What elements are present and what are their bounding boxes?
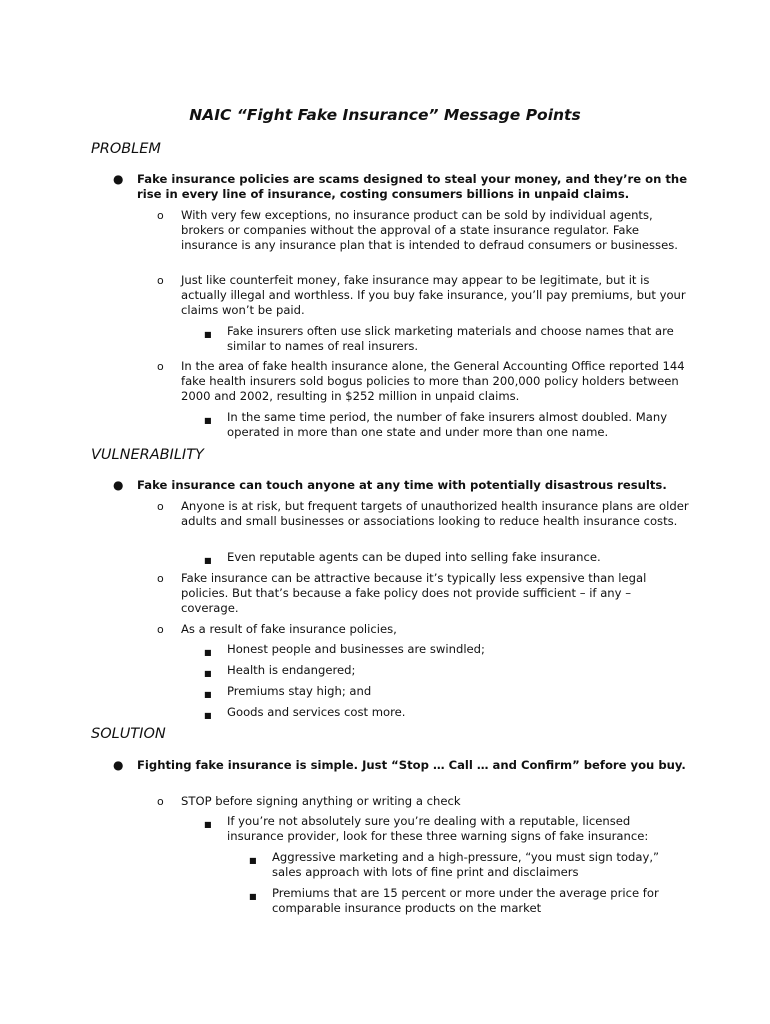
square-bullet-icon: ■	[204, 711, 212, 720]
list-item-text: With very few exceptions, no insurance product can be sold by individual agents, brokers or companies without the approval of a state insurance regulator. Fake insurance is any insurance plan that is intended to defraud consumers or businesses.	[181, 208, 678, 252]
list-item	[204, 642, 677, 657]
list-item	[204, 814, 677, 844]
square-bullet-icon: ■	[204, 416, 212, 425]
circle-bullet-icon: o	[157, 572, 164, 585]
list-item-text: Fighting fake insurance is simple. Just “Stop … Call … and Confirm” before you buy.	[137, 758, 686, 772]
bullet-icon: ●	[113, 478, 124, 492]
list-item-text: Fake insurers often use slick marketing materials and choose names that are similar to names of real insurers.	[227, 324, 674, 353]
list-item-text: Fake insurance policies are scams designed to steal your money, and they’re on the rise in every line of insurance, costing consumers billions in unpaid claims.	[137, 172, 688, 201]
list-item	[204, 684, 677, 699]
circle-bullet-icon: o	[157, 360, 164, 373]
circle-bullet-icon: o	[157, 795, 164, 808]
list-item-text: Anyone is at risk, but frequent targets of unauthorized health insurance plans are older adults and small businesses or associations looking to reduce health insurance costs.	[181, 499, 689, 528]
list-item-text: Goods and services cost more.	[227, 705, 406, 719]
circle-bullet-icon: o	[157, 500, 164, 513]
circle-bullet-icon: o	[157, 623, 164, 636]
bullet-icon: ●	[113, 758, 124, 772]
list-item-text: Fake insurance can be attractive because it’s typically less expensive than legal policies. But that’s because a fake policy does not provide sufficient – if any – coverage.	[181, 571, 647, 615]
square-bullet-icon: ■	[204, 690, 212, 699]
list-item-text: Honest people and businesses are swindled;	[227, 642, 485, 656]
list-item	[157, 208, 691, 253]
list-item	[113, 758, 692, 773]
list-item	[204, 410, 677, 440]
list-item-text: Fake insurance can touch anyone at any time with potentially disastrous results.	[137, 478, 667, 492]
list-item-text: Health is endangered;	[227, 663, 356, 677]
list-item	[113, 478, 692, 493]
list-item	[204, 663, 677, 678]
list-item	[157, 499, 691, 529]
list-item	[157, 622, 691, 637]
square-bullet-icon: ■	[204, 556, 212, 565]
list-item-text: Premiums that are 15 percent or more under the average price for comparable insurance products on the market	[272, 886, 659, 915]
list-item	[157, 359, 691, 404]
list-item	[204, 705, 677, 720]
section-heading-solution: SOLUTION	[91, 726, 166, 742]
list-item-text: Premiums stay high; and	[227, 684, 372, 698]
list-item	[204, 550, 677, 565]
section-heading-vulnerability: VULNERABILITY	[91, 447, 204, 463]
list-item-text: In the area of fake health insurance alone, the General Accounting Office reported 144 fake health insurers sold bogus policies to more than 200,000 policy holders between 2000 and 2002, resulting in $252 million in unpaid claims.	[181, 359, 685, 403]
square-bullet-icon: ■	[249, 856, 257, 865]
list-item	[157, 273, 691, 318]
circle-bullet-icon: o	[157, 274, 164, 287]
circle-bullet-icon: o	[157, 209, 164, 222]
square-bullet-icon: ■	[204, 820, 212, 829]
list-item-text: Aggressive marketing and a high-pressure, “you must sign today,” sales approach with lots of fine print and disclaimers	[272, 850, 660, 879]
list-item-text: STOP before signing anything or writing a check	[181, 794, 461, 808]
section-heading-problem: PROBLEM	[91, 141, 161, 157]
list-item	[249, 886, 682, 916]
list-item	[157, 571, 691, 616]
list-item	[157, 794, 691, 809]
square-bullet-icon: ■	[204, 330, 212, 339]
square-bullet-icon: ■	[249, 892, 257, 901]
list-item-text: Just like counterfeit money, fake insurance may appear to be legitimate, but it is actually illegal and worthless. If you buy fake insurance, you’ll pay premiums, but your claims won’t be paid.	[181, 273, 686, 317]
list-item	[249, 850, 682, 880]
list-item	[113, 172, 692, 202]
bullet-icon: ●	[113, 172, 124, 186]
document-title: NAIC “Fight Fake Insurance” Message Points	[189, 106, 581, 124]
list-item-text: If you’re not absolutely sure you’re dealing with a reputable, licensed insurance provider, look for these three warning signs of fake insurance:	[227, 814, 649, 843]
list-item-text: As a result of fake insurance policies,	[181, 622, 397, 636]
list-item	[204, 324, 677, 354]
square-bullet-icon: ■	[204, 648, 212, 657]
list-item-text: Even reputable agents can be duped into selling fake insurance.	[227, 550, 601, 564]
list-item-text: In the same time period, the number of fake insurers almost doubled. Many operated in more than one state and under more than one name.	[227, 410, 668, 439]
square-bullet-icon: ■	[204, 669, 212, 678]
